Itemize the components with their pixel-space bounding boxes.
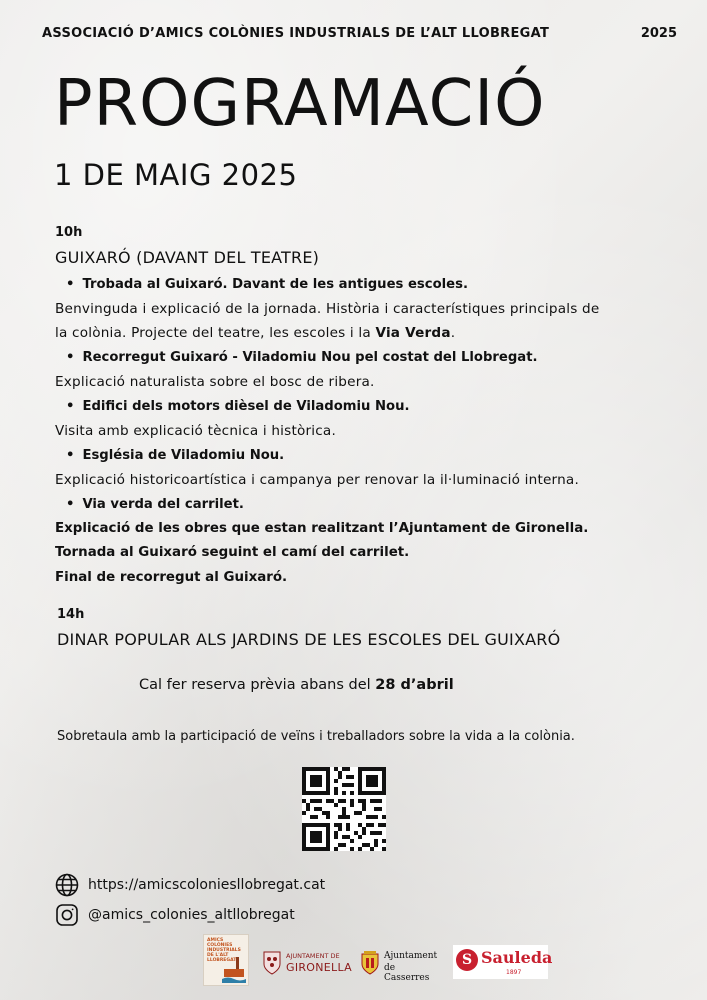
- stop-5-line-2: Tornada al Guixaró seguint el camí del carrilet.: [55, 545, 410, 560]
- stop-5-line-1: Explicació de les obres que estan realitzant l’Ajuntament de Gironella.: [55, 521, 589, 536]
- stop-1-description-line-2: la colònia. Projecte del teatre, les escoles i la Via Verda.: [55, 325, 456, 341]
- afternoon-title: DINAR POPULAR ALS JARDINS DE LES ESCOLES DEL GUIXARÓ: [57, 630, 561, 649]
- event-date: 1 DE MAIG 2025: [54, 158, 298, 192]
- stop-5-title: • Via verda del carrilet.: [66, 497, 244, 512]
- gironella-logo: AJUNTAMENT DE GIRONELLA: [262, 948, 350, 984]
- stop-1-description-line-1: Benvinguda i explicació de la jornada. Història i característiques principals de: [55, 301, 600, 317]
- afternoon-time: 14h: [57, 607, 85, 622]
- stop-2-description: Explicació naturalista sobre el bosc de ribera.: [55, 374, 375, 390]
- qr-code[interactable]: [302, 767, 386, 851]
- stop-1-title: • Trobada al Guixaró. Davant de les antigues escoles.: [66, 277, 468, 292]
- website-link[interactable]: https://amicscoloniesllobregat.cat: [88, 877, 326, 893]
- stop-4-description: Explicació historicoartística i campanya per renovar la il·luminació interna.: [55, 472, 579, 488]
- casserres-logo: Ajuntament de Casserres: [360, 948, 442, 982]
- afternoon-note: Sobretaula amb la participació de veïns i treballadors sobre la vida a la colònia.: [57, 729, 575, 744]
- instagram-icon: [55, 903, 79, 927]
- stop-2-title: • Recorregut Guixaró - Viladomiu Nou pel costat del Llobregat.: [66, 350, 538, 365]
- instagram-row[interactable]: [55, 903, 295, 927]
- stop-3-title: • Edifici dels motors dièsel de Viladomiu Nou.: [66, 399, 410, 414]
- stop-5-line-3: Final de recorregut al Guixaró.: [55, 570, 288, 585]
- via-verda-highlight: Via Verda: [375, 325, 451, 341]
- globe-icon: [55, 873, 79, 897]
- organization-name: ASSOCIACIÓ D’AMICS COLÒNIES INDUSTRIALS DE L’ALT LLOBREGAT: [42, 26, 550, 41]
- reservation-notice: Cal fer reserva prèvia abans del 28 d’abril: [139, 677, 454, 693]
- instagram-handle[interactable]: @amics_colonies_altllobregat: [88, 907, 295, 923]
- association-logo: AMICS COLÒNIES INDUSTRIALS DE L'ALT LLOBREGAT: [203, 934, 249, 986]
- stop-3-description: Visita amb explicació tècnica i històrica.: [55, 423, 336, 439]
- reservation-deadline: 28 d’abril: [375, 677, 454, 693]
- website-row[interactable]: [55, 873, 325, 897]
- morning-place: GUIXARÓ (DAVANT DEL TEATRE): [55, 248, 320, 267]
- morning-time: 10h: [55, 225, 83, 240]
- sponsor-logos: [0, 934, 707, 986]
- header-year: 2025: [640, 26, 677, 41]
- sauleda-logo: S Sauleda 1897: [453, 945, 548, 979]
- stop-4-title: • Església de Viladomiu Nou.: [66, 448, 284, 463]
- page-title: PROGRAMACIÓ: [54, 67, 546, 141]
